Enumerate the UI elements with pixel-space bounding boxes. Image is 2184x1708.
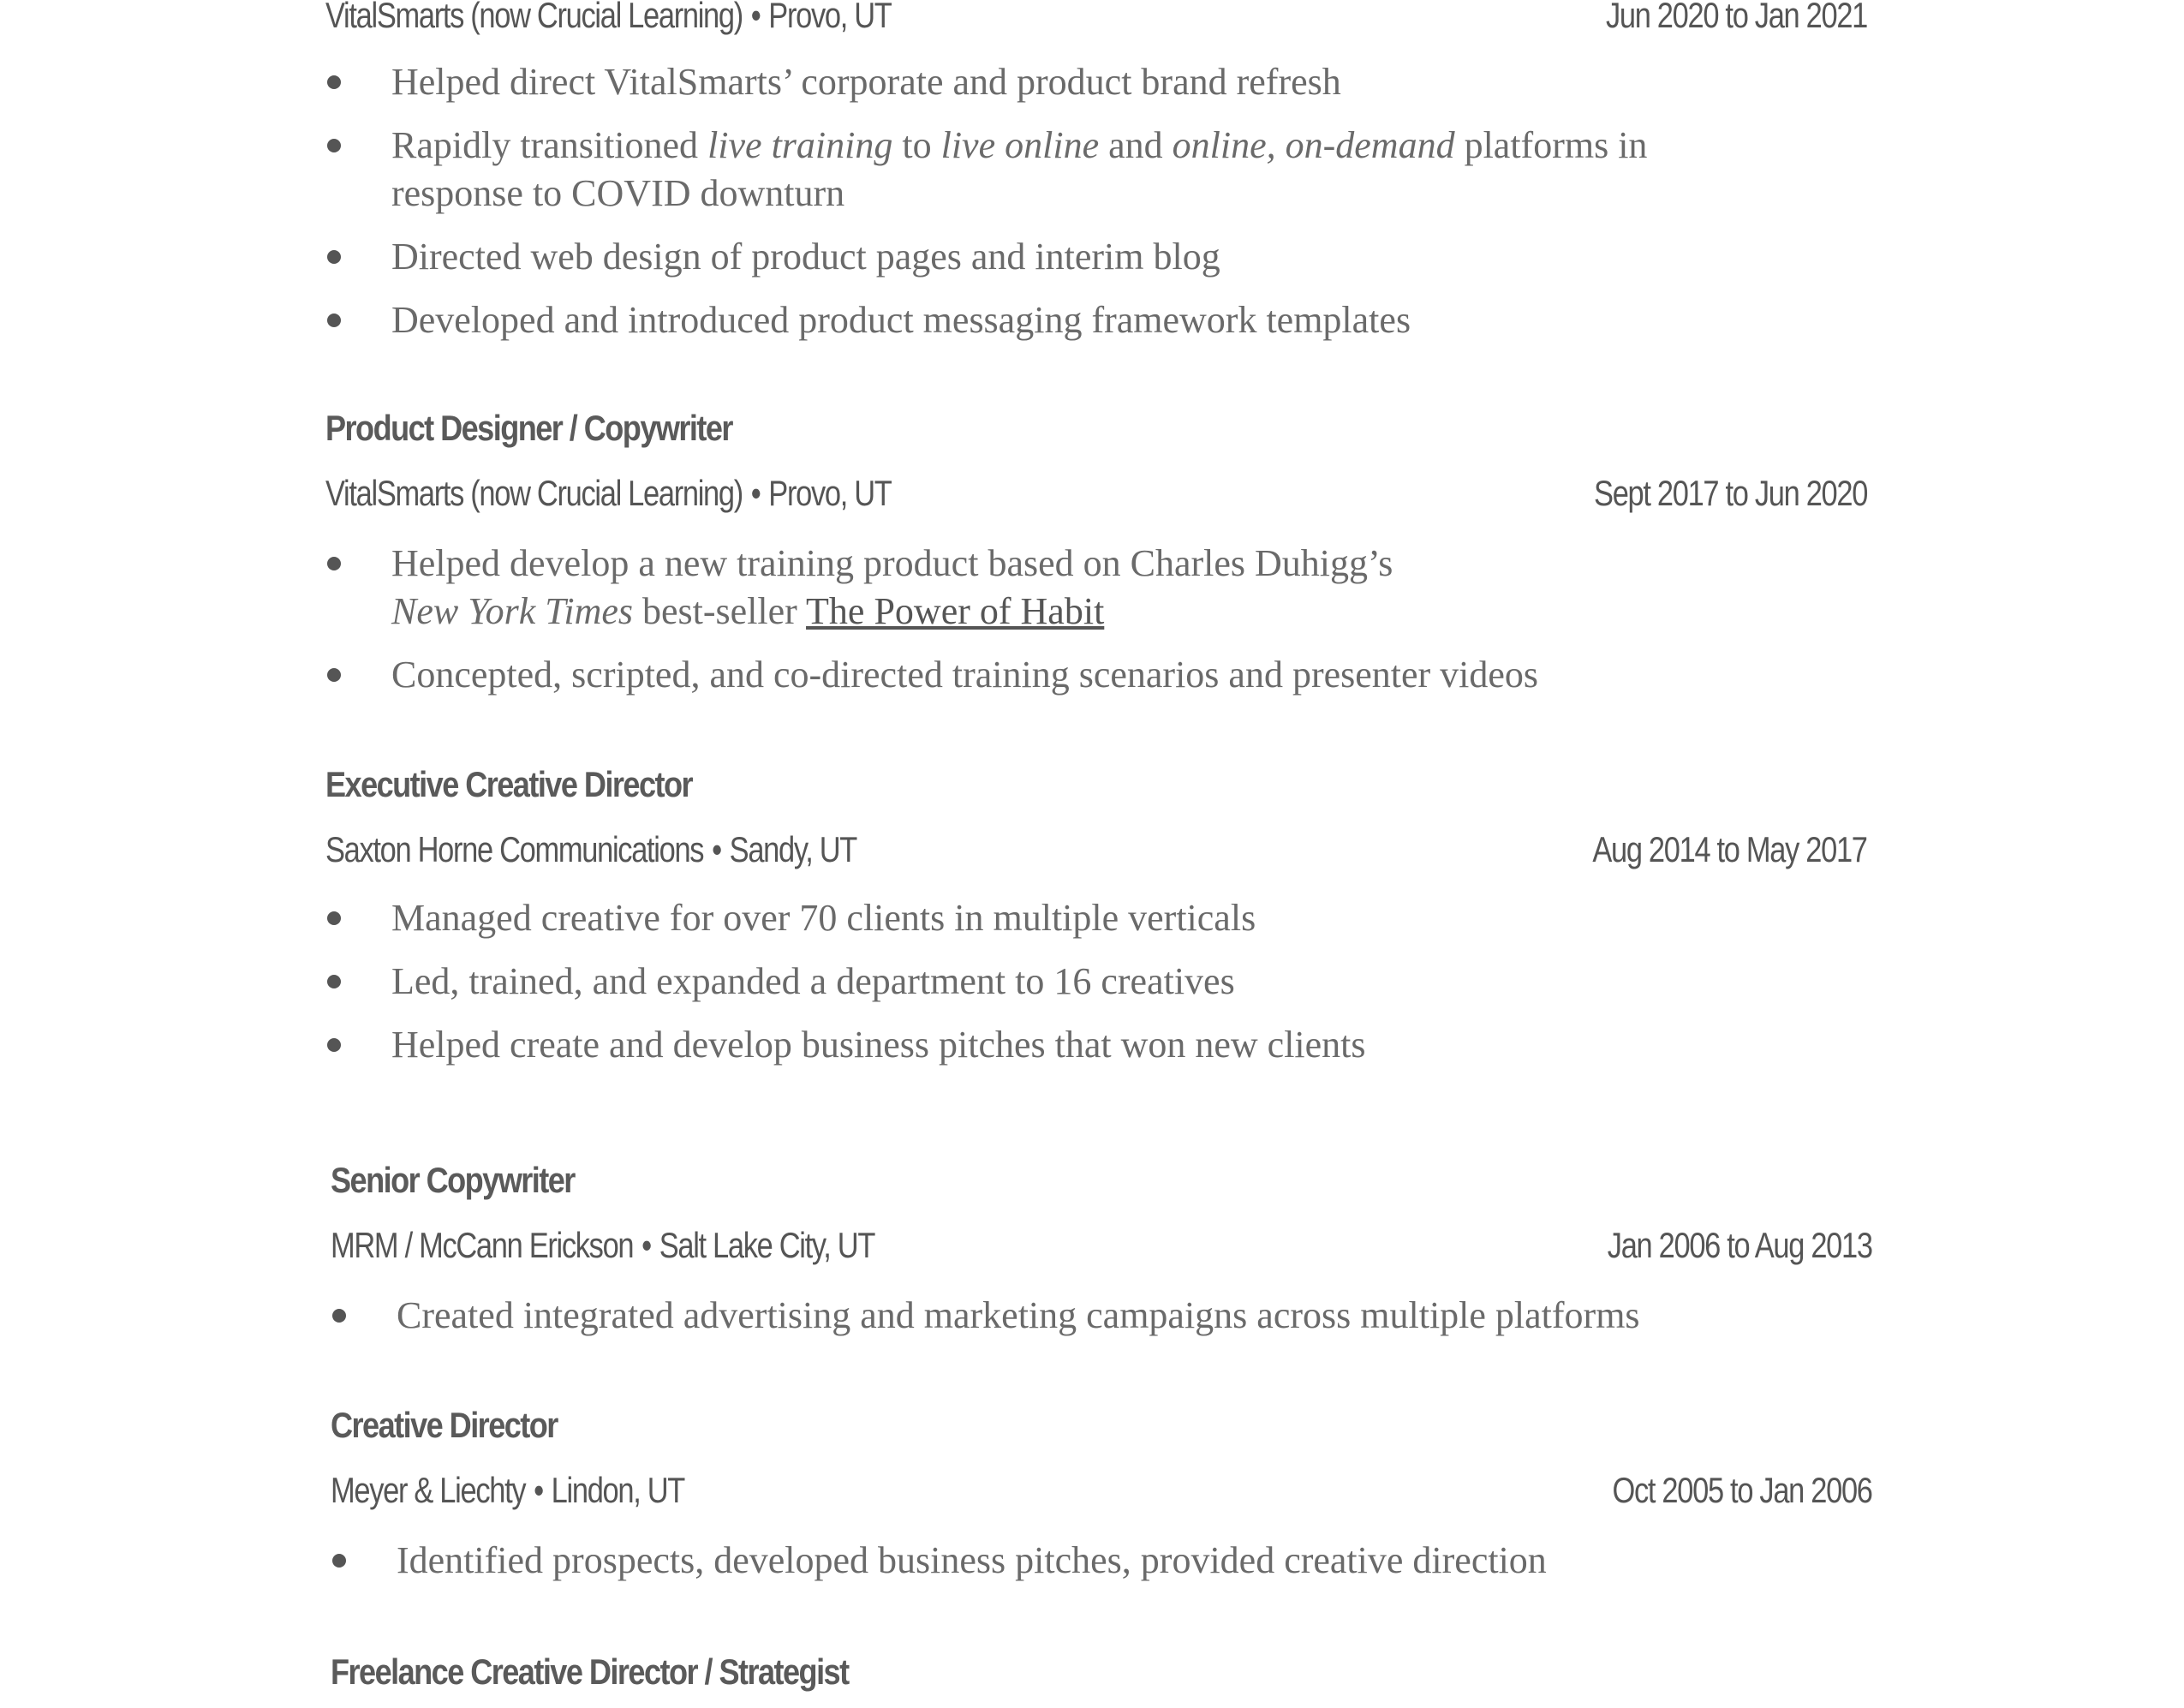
list-item bbox=[331, 1537, 1872, 1585]
bullet-dot bbox=[327, 668, 341, 682]
job-location: Sandy, UT bbox=[729, 829, 856, 869]
list-item bbox=[325, 540, 1867, 636]
italic-run: New York Times bbox=[391, 590, 634, 632]
italic-run: online, on-demand bbox=[1172, 124, 1455, 166]
separator-dot: • bbox=[641, 1225, 651, 1265]
job-company: Saxton Horne Communications bbox=[325, 829, 704, 869]
job-dates: Oct 2005 to Jan 2006 bbox=[1612, 1470, 1872, 1510]
bullet-dot bbox=[327, 911, 341, 925]
bullet-text: Developed and introduced product messaging framework templates bbox=[391, 299, 1411, 341]
list-item bbox=[325, 296, 1867, 344]
bullet-dot bbox=[327, 975, 341, 988]
job-dates: Sept 2017 to Jun 2020 bbox=[1593, 473, 1867, 513]
job-title: Product Designer / Copywriter bbox=[325, 408, 732, 448]
list-item bbox=[325, 958, 1867, 1006]
list-item bbox=[325, 651, 1867, 699]
bullet-text-line2 bbox=[391, 588, 1867, 636]
job-meta bbox=[331, 1470, 1872, 1513]
job-title: Freelance Creative Director / Strategist bbox=[331, 1651, 849, 1692]
job-meta bbox=[325, 473, 1867, 516]
bullet-text: Created integrated advertising and marketing campaigns across multiple platforms bbox=[397, 1294, 1640, 1336]
text-run: platforms in bbox=[1454, 124, 1648, 166]
list-item bbox=[325, 1021, 1867, 1069]
text-run: best-seller bbox=[633, 590, 807, 632]
job-title: Executive Creative Director bbox=[325, 764, 692, 804]
text-run: Rapidly transitioned bbox=[391, 124, 708, 166]
bullet-dot bbox=[332, 1309, 346, 1323]
job-location: Salt Lake City, UT bbox=[659, 1225, 875, 1265]
list-item bbox=[325, 233, 1867, 281]
bullet-dot bbox=[332, 1554, 346, 1568]
bullet-dot bbox=[327, 250, 341, 264]
job-meta bbox=[325, 0, 1867, 38]
bullet-text: Directed web design of product pages and interim blog bbox=[391, 236, 1220, 278]
separator-dot: • bbox=[750, 473, 761, 513]
separator-dot: • bbox=[750, 0, 761, 35]
bullet-text: Identified prospects, developed business pitches, provided creative direction bbox=[397, 1539, 1547, 1581]
bullet-text bbox=[391, 122, 1867, 170]
job-location: Provo, UT bbox=[768, 473, 892, 513]
bullet-dot bbox=[327, 314, 341, 327]
bullet-dot bbox=[327, 139, 341, 152]
job-location: Lindon, UT bbox=[551, 1470, 685, 1510]
list-item bbox=[325, 122, 1867, 218]
job-company-location bbox=[325, 829, 856, 870]
job-title: Senior Copywriter bbox=[331, 1160, 575, 1200]
job-company-location bbox=[325, 473, 892, 514]
underlined-book-title: The Power of Habit bbox=[806, 590, 1105, 632]
bullet-text: Helped create and develop business pitches that won new clients bbox=[391, 1024, 1366, 1066]
job-dates: Jan 2006 to Aug 2013 bbox=[1608, 1225, 1872, 1265]
bullet-text: Helped direct VitalSmarts’ corporate and product brand refresh bbox=[391, 61, 1341, 103]
bullet-text-line2: response to COVID downturn bbox=[391, 172, 845, 214]
job-meta bbox=[331, 1225, 1872, 1268]
job-company-location bbox=[325, 0, 892, 36]
text-run: to bbox=[892, 124, 941, 166]
italic-run: live training bbox=[707, 124, 893, 166]
bullet-text: Managed creative for over 70 clients in multiple verticals bbox=[391, 897, 1256, 939]
bullet-text: Led, trained, and expanded a department to 16 creatives bbox=[391, 960, 1235, 1002]
italic-run: live online bbox=[940, 124, 1100, 166]
list-item bbox=[325, 894, 1867, 942]
job-company-location bbox=[331, 1225, 874, 1266]
job-company: VitalSmarts (now Crucial Learning) bbox=[325, 473, 743, 513]
job-dates: Aug 2014 to May 2017 bbox=[1592, 829, 1867, 869]
separator-dot: • bbox=[712, 829, 721, 869]
list-item bbox=[331, 1292, 1872, 1340]
job-company: MRM / McCann Erickson bbox=[331, 1225, 634, 1265]
bullet-dot bbox=[327, 557, 341, 570]
text-run: and bbox=[1099, 124, 1173, 166]
job-company: VitalSmarts (now Crucial Learning) bbox=[325, 0, 743, 35]
job-title: Creative Director bbox=[331, 1405, 558, 1445]
bullet-dot bbox=[327, 75, 341, 89]
job-location: Provo, UT bbox=[768, 0, 892, 35]
bullet-text: Concepted, scripted, and co-directed training scenarios and presenter videos bbox=[391, 654, 1539, 696]
job-meta bbox=[325, 829, 1867, 872]
job-company-location bbox=[331, 1470, 684, 1511]
separator-dot: • bbox=[534, 1470, 543, 1510]
bullet-text: Helped develop a new training product based on Charles Duhigg’s bbox=[391, 542, 1393, 584]
job-company: Meyer & Liechty bbox=[331, 1470, 526, 1510]
job-dates: Jun 2020 to Jan 2021 bbox=[1605, 0, 1867, 35]
list-item bbox=[325, 58, 1867, 106]
bullet-dot bbox=[327, 1038, 341, 1052]
